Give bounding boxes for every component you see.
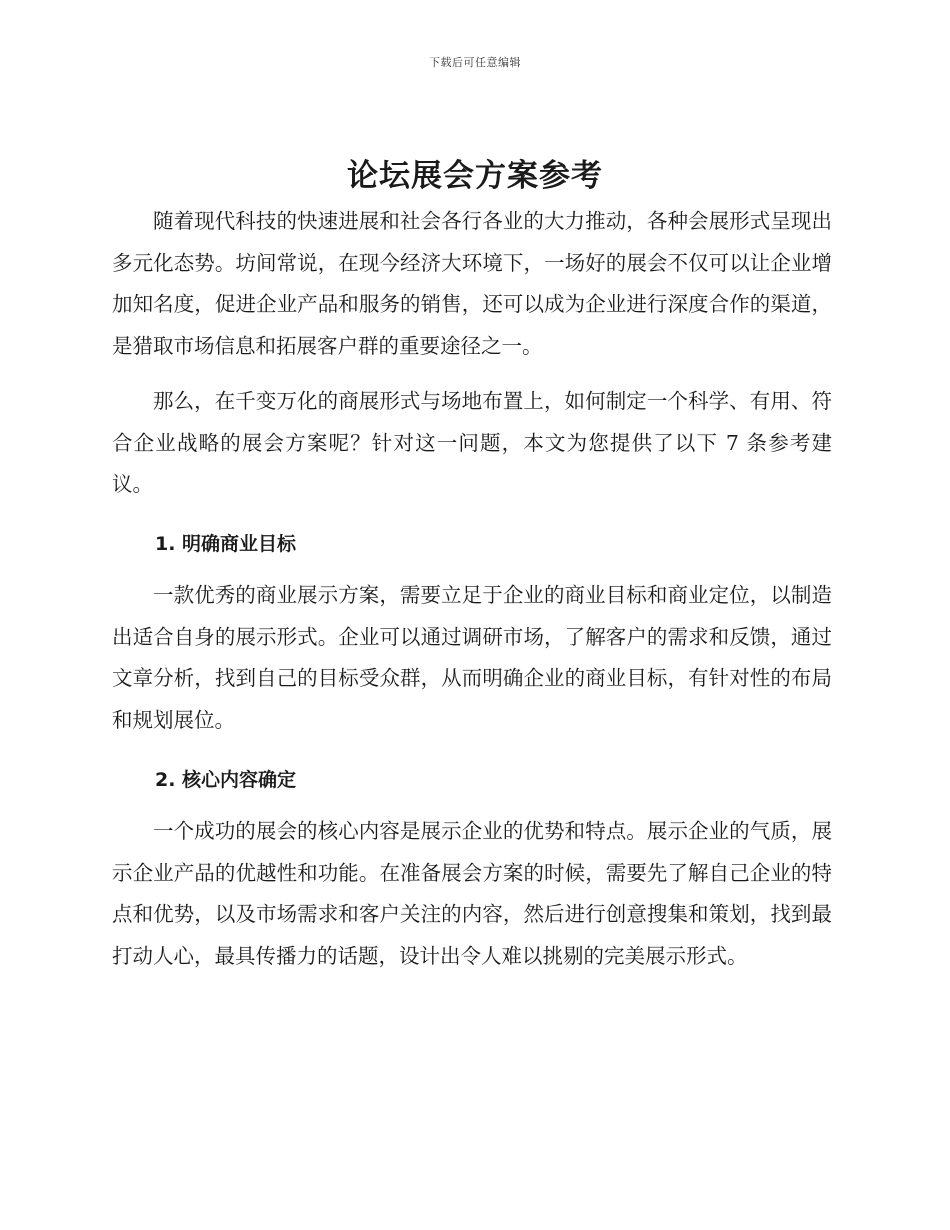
intro-paragraph: 随着现代科技的快速进展和社会各行各业的大力推动，各种会展形式呈现出多元化态势。坊间常说，在现今经济大环境下，一场好的展会不仅可以让企业增加知名度，促进企业产品和服务的销售，还可以成为企业进行深度合作的渠道，是猎取市场信息和拓展客户群的重要途径之一。 [112,209,832,358]
intro-paragraph: 那么，在千变万化的商展形式与场地布置上，如何制定一个科学、有用、符合企业战略的展会方案呢？针对这一问题，本文为您提供了以下 7 条参考建议。 [112,389,832,496]
section-paragraph: 一款优秀的商业展示方案，需要立足于企业的商业目标和商业定位，以制造出适合自身的展示形式。企业可以通过调研市场，了解客户的需求和反馈，通过文章分析，找到自己的目标受众群，从而明确企业的商业目标，有针对性的布局和规划展位。 [112,583,832,732]
section-paragraph: 一个成功的展会的核心内容是展示企业的优势和特点。展示企业的气质，展示企业产品的优越性和功能。在准备展会方案的时候，需要先了解自己企业的特点和优势，以及市场需求和客户关注的内容，然后进行创意搜集和策划，找到最打动人心，最具传播力的话题，设计出令人难以挑剔的完美展示形式。 [112,819,832,968]
section-heading: 1. 明确商业目标 [155,533,297,555]
section-heading: 2. 核心内容确定 [155,769,297,791]
page-title: 论坛展会方案参考 [347,158,603,194]
header-note: 下载后可任意编辑 [429,56,521,69]
